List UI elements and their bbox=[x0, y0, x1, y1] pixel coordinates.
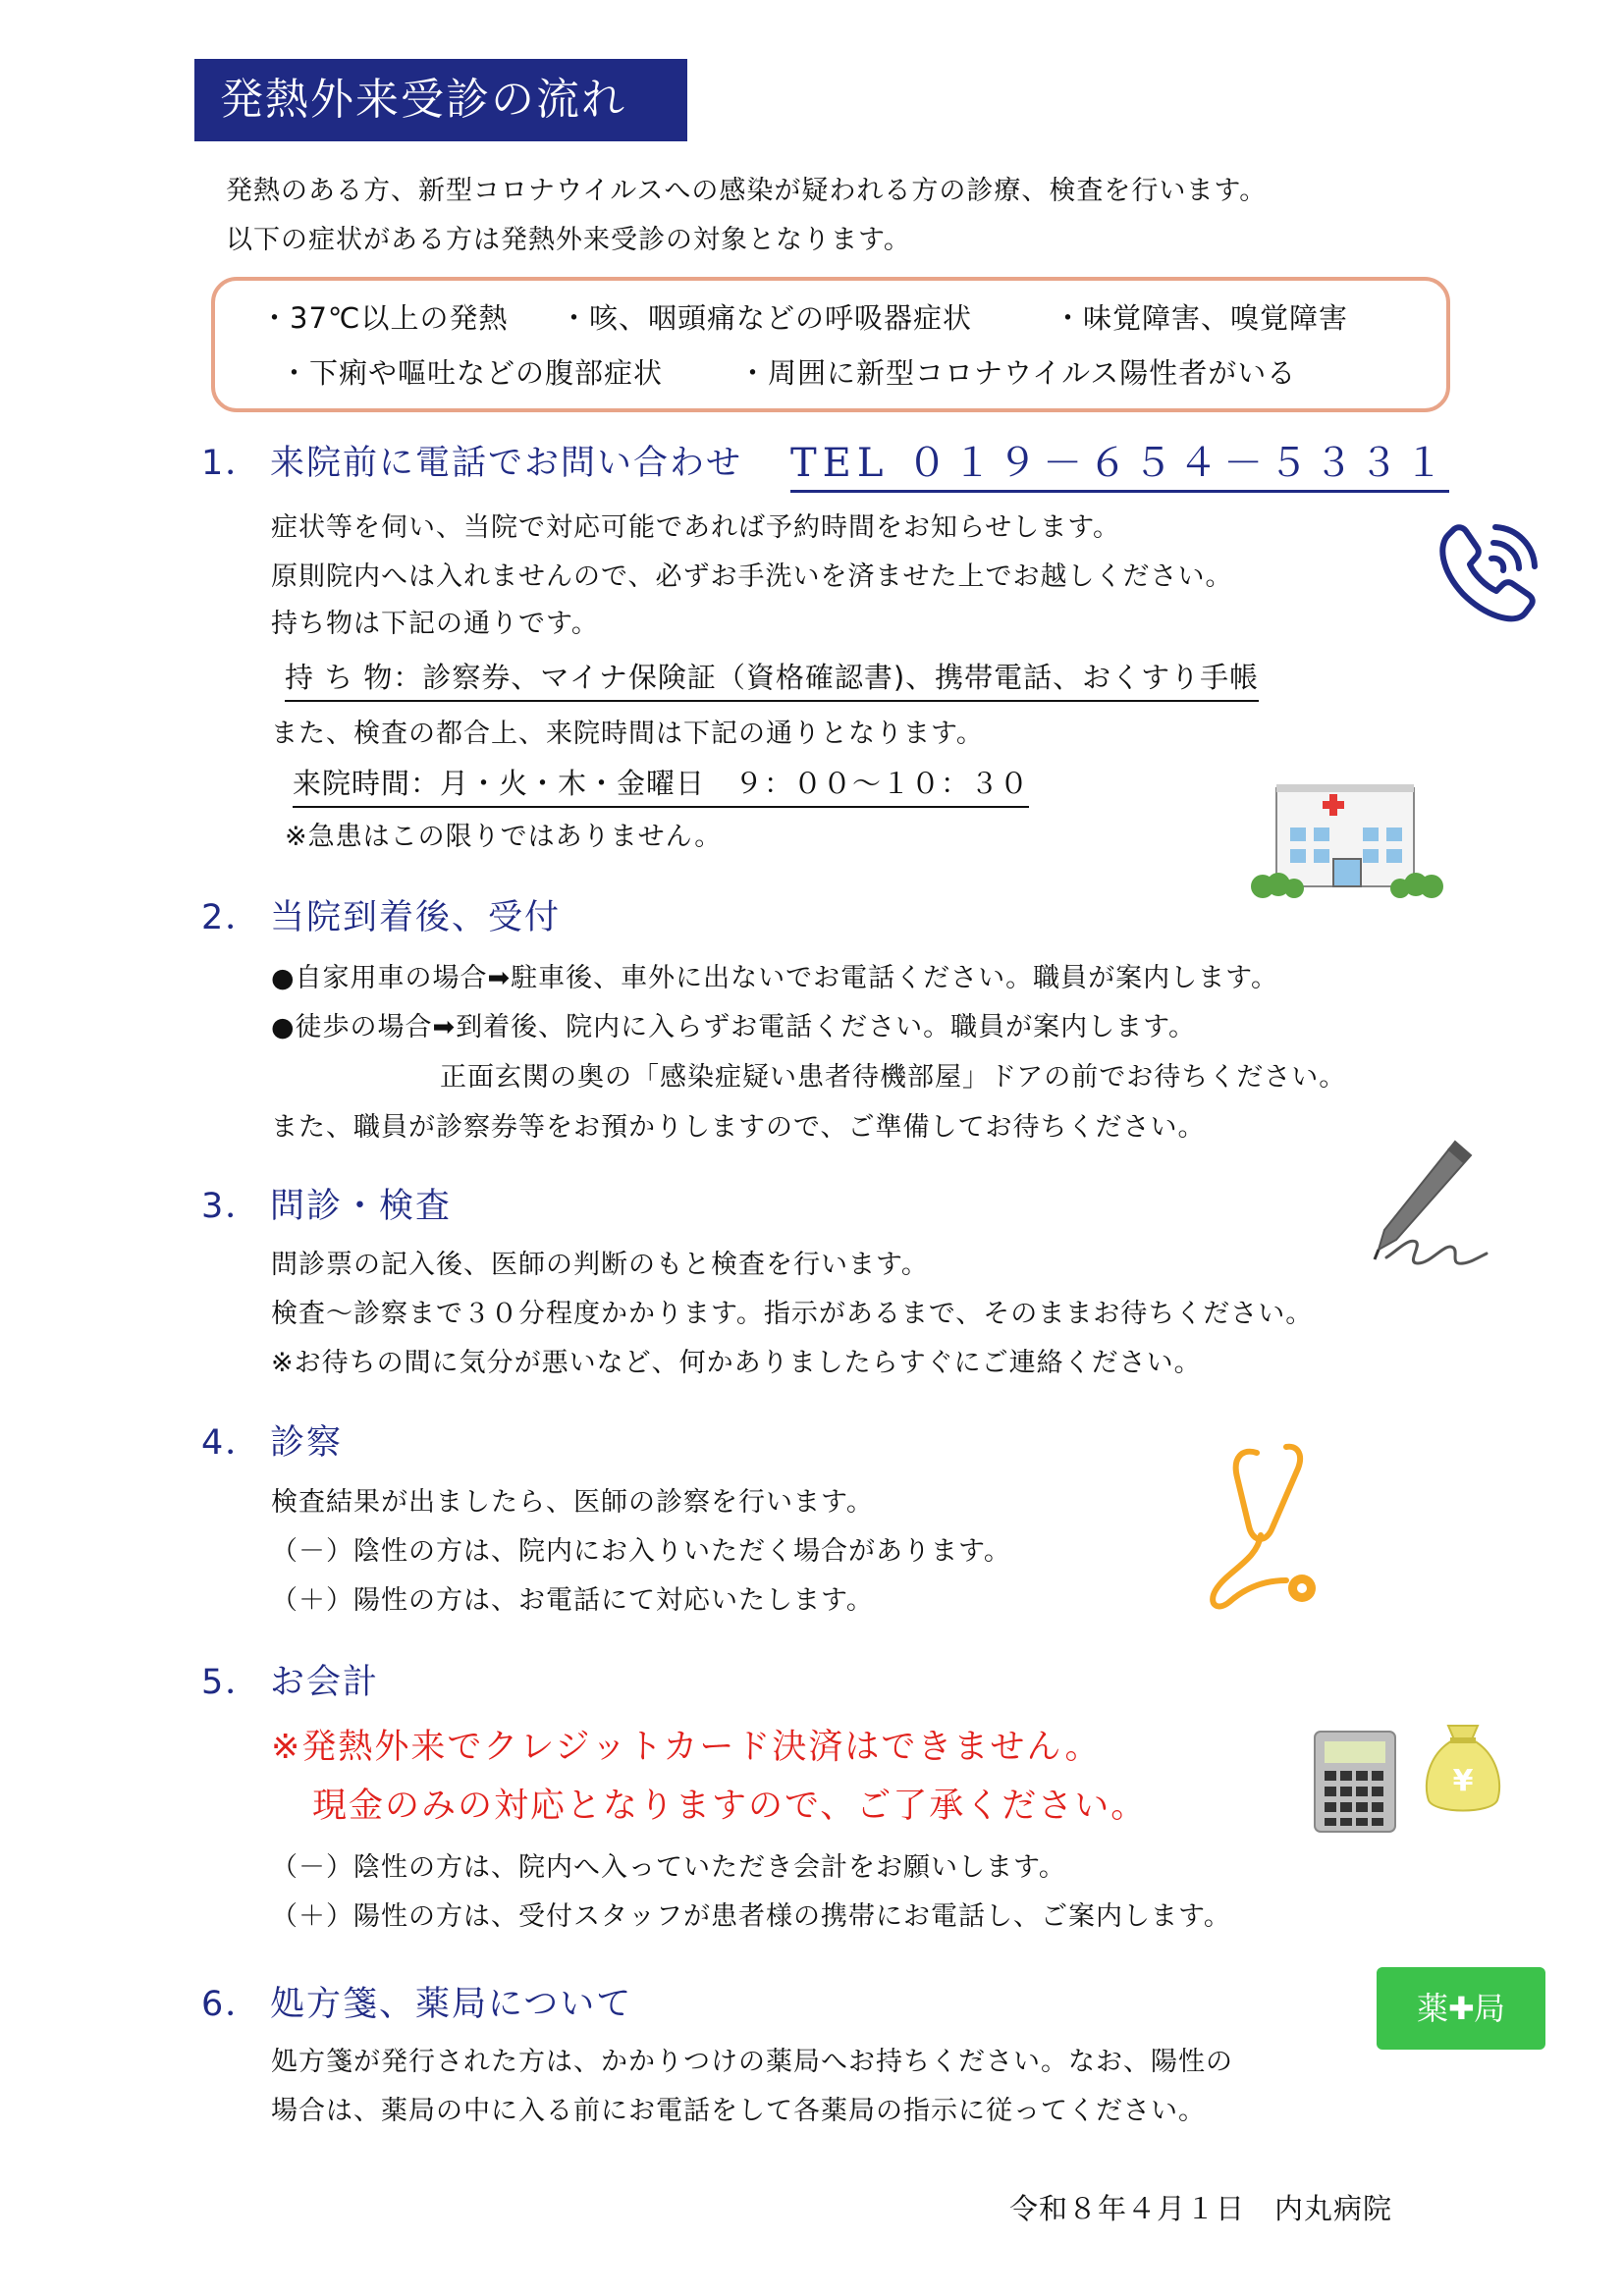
section4-line-3: （＋）陽性の方は、お電話にて対応いたします。 bbox=[271, 1585, 874, 1616]
symptom-taste-smell: ・味覚障害、嗅覚障害 bbox=[1054, 301, 1349, 335]
pen-icon bbox=[1357, 1134, 1494, 1276]
stethoscope-icon bbox=[1188, 1433, 1326, 1615]
section5-line-1: （－）陰性の方は、院内へ入っていただき会計をお願いします。 bbox=[271, 1852, 1066, 1883]
symptom-respiratory: ・咳、咽頭痛などの呼吸器症状 bbox=[560, 301, 973, 335]
section4-heading bbox=[201, 1415, 343, 1465]
section1-line-1: 症状等を伺い、当院で対応可能であれば予約時間をお知らせします。 bbox=[271, 512, 1121, 543]
visit-hours: 来院時間：月・火・木・金曜日 ９：００～１０：３０ bbox=[293, 762, 1029, 808]
section4-line-1: 検査結果が出ましたら、医師の診察を行います。 bbox=[271, 1487, 874, 1518]
calculator-icon bbox=[1311, 1728, 1399, 1836]
money-bag-icon bbox=[1419, 1708, 1507, 1821]
emergency-note: ※急患はこの限りではありません。 bbox=[285, 822, 723, 852]
section6-line-2: 場合は、薬局の中に入る前にお電話をして各薬局の指示に従ってください。 bbox=[271, 2096, 1206, 2126]
section3-number: 3． bbox=[201, 1187, 262, 1226]
section5-title: お会計 bbox=[270, 1663, 380, 1702]
intro-line-1: 発熱のある方、新型コロナウイルスへの感染が疑われる方の診療、検査を行います。 bbox=[226, 176, 1268, 206]
hospital-icon bbox=[1249, 771, 1445, 903]
pharmacy-badge-right: 局 bbox=[1474, 1990, 1506, 2027]
section3-line-3: ※お待ちの間に気分が悪いなど、何かありましたらすぐにご連絡ください。 bbox=[271, 1348, 1202, 1378]
page-title: 発熱外来受診の流れ bbox=[194, 59, 687, 141]
section1-line-4: また、検査の都合上、来院時間は下記の通りとなります。 bbox=[271, 719, 984, 749]
section1-line-2: 原則院内へは入れませんので、必ずお手洗いを済ませた上でお越しください。 bbox=[271, 561, 1233, 592]
intro-line-2: 以下の症状がある方は発熱外来受診の対象となります。 bbox=[226, 225, 911, 255]
symptom-contact: ・周囲に新型コロナウイルス陽性者がいる bbox=[738, 356, 1297, 390]
section3-heading bbox=[201, 1179, 452, 1228]
credit-card-warning: ※発熱外来でクレジットカード決済はできません。 bbox=[271, 1728, 1102, 1767]
section2-line-3: 正面玄関の奥の「感染症疑い患者待機部屋」ドアの前でお待ちください。 bbox=[440, 1062, 1347, 1093]
section5-heading bbox=[201, 1655, 379, 1704]
section1-title: 来院前に電話でお問い合わせ bbox=[270, 444, 743, 483]
phone-icon bbox=[1429, 515, 1546, 633]
section4-line-2: （－）陰性の方は、院内にお入りいただく場合があります。 bbox=[271, 1536, 1011, 1567]
section6-title: 処方箋、薬局について bbox=[270, 1985, 633, 2024]
cash-only-notice: 現金のみの対応となりますので、ご了承ください。 bbox=[312, 1787, 1148, 1826]
section2-line-2: ●徒歩の場合➡到着後、院内に入らずお電話ください。職員が案内します。 bbox=[271, 1012, 1197, 1042]
footer-date-hospital: 令和８年４月１日 内丸病院 bbox=[1009, 2192, 1393, 2225]
pharmacy-badge bbox=[1377, 1967, 1545, 2050]
phone-number[interactable]: TEL ０１９－６５４－５３３１ bbox=[790, 432, 1449, 493]
symptom-abdominal: ・下痢や嘔吐などの腹部症状 bbox=[280, 356, 664, 390]
pharmacy-badge-left: 薬 bbox=[1416, 1990, 1448, 2027]
section2-line-4: また、職員が診察券等をお預かりしますので、ご準備してお待ちください。 bbox=[271, 1112, 1206, 1143]
belongings-list: 持 ち 物：診察券、マイナ保険証（資格確認書)、携帯電話、おくすり手帳 bbox=[285, 656, 1259, 702]
cross-icon: ✚ bbox=[1448, 1990, 1475, 2027]
section1-line-3: 持ち物は下記の通りです。 bbox=[271, 609, 599, 639]
section4-title: 診察 bbox=[270, 1423, 344, 1463]
section5-line-2: （＋）陽性の方は、受付スタッフが患者様の携帯にお電話し、ご案内します。 bbox=[271, 1901, 1231, 1932]
section3-line-2: 検査～診察まで３０分程度かかります。指示があるまで、そのままお待ちください。 bbox=[271, 1299, 1314, 1329]
section4-number: 4． bbox=[201, 1423, 262, 1463]
section6-number: 6． bbox=[201, 1985, 262, 2024]
section3-line-1: 問診票の記入後、医師の判断のもと検査を行います。 bbox=[271, 1250, 929, 1280]
section2-line-1: ●自家用車の場合➡駐車後、車外に出ないでお電話ください。職員が案内します。 bbox=[271, 963, 1279, 993]
section6-heading bbox=[201, 1977, 632, 2026]
section6-line-1: 処方箋が発行された方は、かかりつけの薬局へお持ちください。なお、陽性の bbox=[271, 2047, 1233, 2077]
section2-number: 2． bbox=[201, 898, 262, 937]
symptom-fever: ・37℃以上の発熱 bbox=[260, 301, 509, 335]
section1-number: 1． bbox=[201, 444, 262, 483]
section1-heading bbox=[201, 436, 742, 485]
yen-symbol: ¥ bbox=[1452, 1764, 1474, 1798]
section2-title: 当院到着後、受付 bbox=[270, 898, 562, 937]
section2-heading bbox=[201, 890, 561, 939]
section5-number: 5． bbox=[201, 1663, 262, 1702]
section3-title: 問診・検査 bbox=[270, 1187, 453, 1226]
